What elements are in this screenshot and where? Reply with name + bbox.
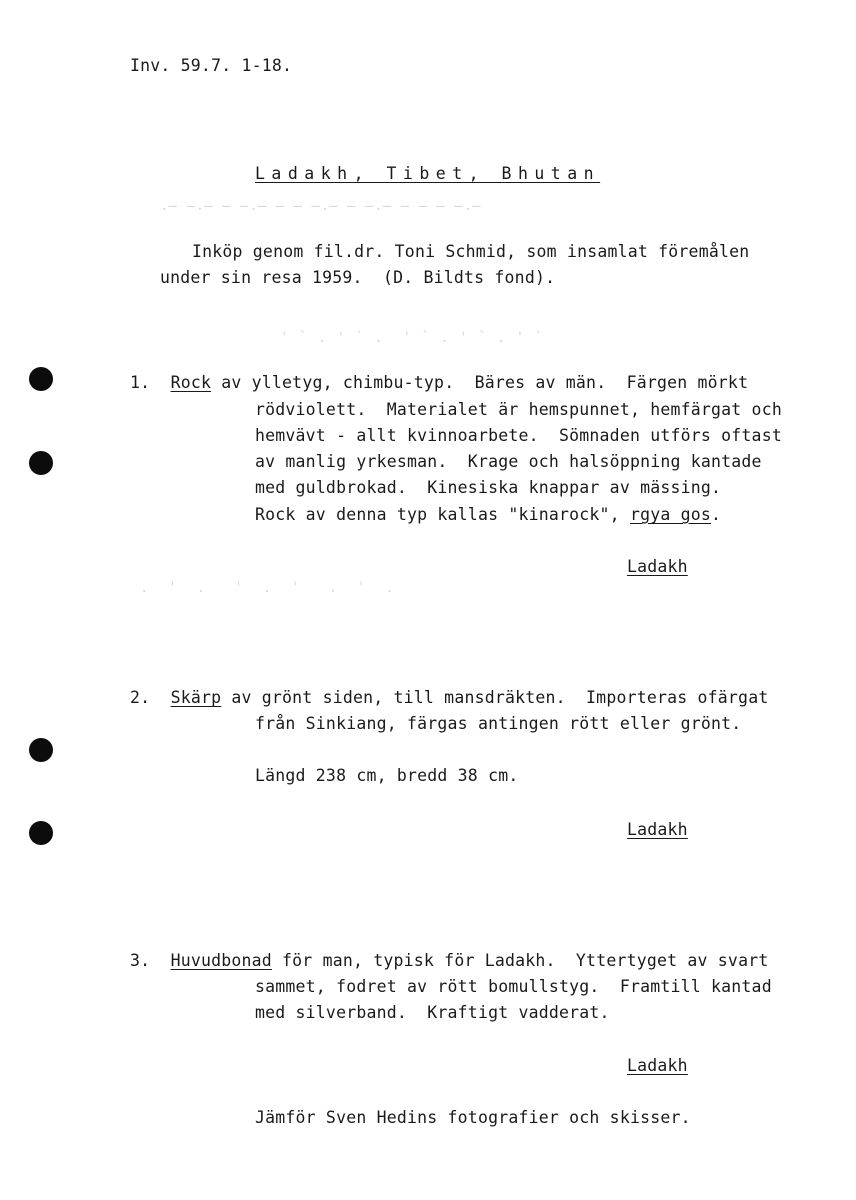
show-through-marks: ' ` . ' ` . ' ` . ' ` . ' ` xyxy=(280,330,545,346)
item-1-line-2: rödviolett. Materialet är hemspunnet, hemfärgat och xyxy=(255,400,782,419)
item-2-measurements: Längd 238 cm, bredd 38 cm. xyxy=(255,766,519,785)
item-2-origin: Ladakh xyxy=(627,820,688,839)
intro-line-2: under sin resa 1959. (D. Bildts fond). xyxy=(160,268,556,287)
show-through-marks: . ' . ' . ' . ' . xyxy=(140,580,395,596)
item-3-line-3: med silverband. Kraftigt vadderat. xyxy=(255,1003,610,1022)
item-3-number: 3. xyxy=(130,951,151,970)
item-1-line-4: av manlig yrkesman. Krage och halsöppning kantade xyxy=(255,452,762,471)
item-1-line-6 xyxy=(255,505,721,525)
item-3-origin: Ladakh xyxy=(627,1056,688,1075)
document-title: Ladakh, Tibet, Bhutan xyxy=(255,164,601,183)
item-1-origin: Ladakh xyxy=(627,557,688,576)
item-3-keyword: Huvudbonad xyxy=(170,951,272,970)
item-3-line-2: sammet, fodret av rött bomullstyg. Framtill kantad xyxy=(255,977,772,996)
item-1-number: 1. xyxy=(130,373,151,392)
closing-note: Jämför Sven Hedins fotografier och skisser. xyxy=(255,1108,691,1127)
item-1-line-6-text: Rock av denna typ kallas "kinarock", xyxy=(255,505,630,524)
item-1-period: . xyxy=(711,505,722,524)
item-2-line-2: från Sinkiang, färgas antingen rött eller grönt. xyxy=(255,714,742,733)
item-2-keyword: Skärp xyxy=(170,688,222,707)
item-1-first-line xyxy=(130,373,748,393)
item-1-line-5: med guldbrokad. Kinesiska knappar av mässing. xyxy=(255,478,722,497)
item-1-line-3: hemvävt - allt kvinnoarbete. Sömnaden utförs oftast xyxy=(255,426,782,445)
punch-hole xyxy=(29,738,53,762)
intro-line-1: Inköp genom fil.dr. Toni Schmid, som insamlat föremålen xyxy=(192,242,750,261)
item-2-first-line xyxy=(130,688,768,708)
item-1-native-term: rgya gos xyxy=(629,505,712,524)
punch-hole xyxy=(29,451,53,475)
inventory-number: Inv. 59.7. 1-18. xyxy=(130,56,293,75)
item-2-first-text: av grönt siden, till mansdräkten. Importeras ofärgat xyxy=(221,688,769,707)
item-1-first-text: av ylletyg, chimbu-typ. Bäres av män. Färgen mörkt xyxy=(211,373,749,392)
item-1-keyword: Rock xyxy=(170,373,212,392)
punch-hole xyxy=(29,821,53,845)
item-2-number: 2. xyxy=(130,688,151,707)
punch-hole xyxy=(29,367,53,391)
show-through-marks: .̶ ̶.̶ ̶ ̶.̶ ̶ ̶ ̶.̶ ̶ ̶.̶ ̶ ̶ ̶ ̶.̶ xyxy=(160,198,482,214)
item-3-first-line xyxy=(130,951,768,971)
item-3-first-text: för man, typisk för Ladakh. Yttertyget av svart xyxy=(271,951,769,970)
